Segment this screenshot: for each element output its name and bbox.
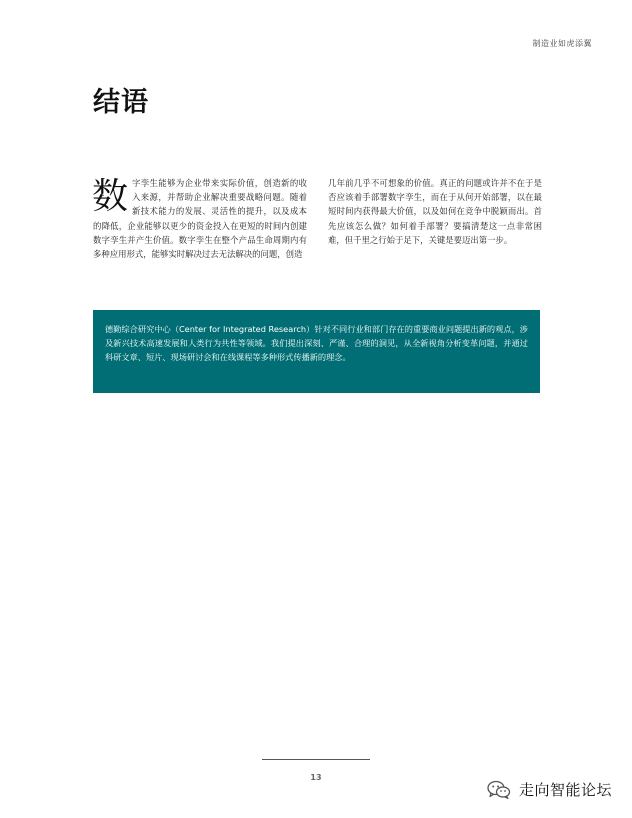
body-column-right [328, 176, 542, 247]
watermark [487, 779, 612, 800]
watermark-text: 走向智能论坛 [519, 781, 613, 799]
info-callout-text: 德勤综合研究中心（Center for Integrated Research）针对不同行业和部门存在的重要商业问题提出新的观点，涉及新兴技术高速发展和人类行为共性等领域。我们提出深刻、严谨、合理的洞见，从全新视角分析变革问题，并通过科研文章、短片、现场研讨会和在线课程等多种形式传播新的理念。 [105, 324, 528, 363]
running-header: 制造业如虎添翼 [532, 39, 592, 48]
page-title: 结语 [93, 87, 149, 118]
body-text-right: 几年前几乎不可想象的价值。真正的问题或许并不在于是否应该着手部署数字孪生，而在于从何开始部署，以在最短时间内获得最大价值，以及如何在竞争中脱颖而出。首先应该怎么做？如何着手部署？要搞清楚这一点非常困难，但千里之行始于足下，关键是要迈出第一步。 [328, 178, 542, 245]
info-callout-box [93, 310, 540, 393]
drop-cap: 数 [92, 176, 129, 217]
body-text-left: 字孪生能够为企业带来实际价值，创造新的收入来源，并帮助企业解决重要战略问题。随着新技术能力的发展、灵活性的提升，以及成本的降低，企业能够以更少的资金投入在更短的时间内创建数字孪生并产生价值。数字孪生在整个产品生命周期内有多种应用形式，能够实时解决过去无法解决的问题，创造 [93, 178, 307, 260]
wechat-icon [487, 780, 511, 800]
page-number: 13 [310, 773, 322, 782]
footer-divider [262, 759, 370, 760]
body-column-left [93, 176, 307, 261]
